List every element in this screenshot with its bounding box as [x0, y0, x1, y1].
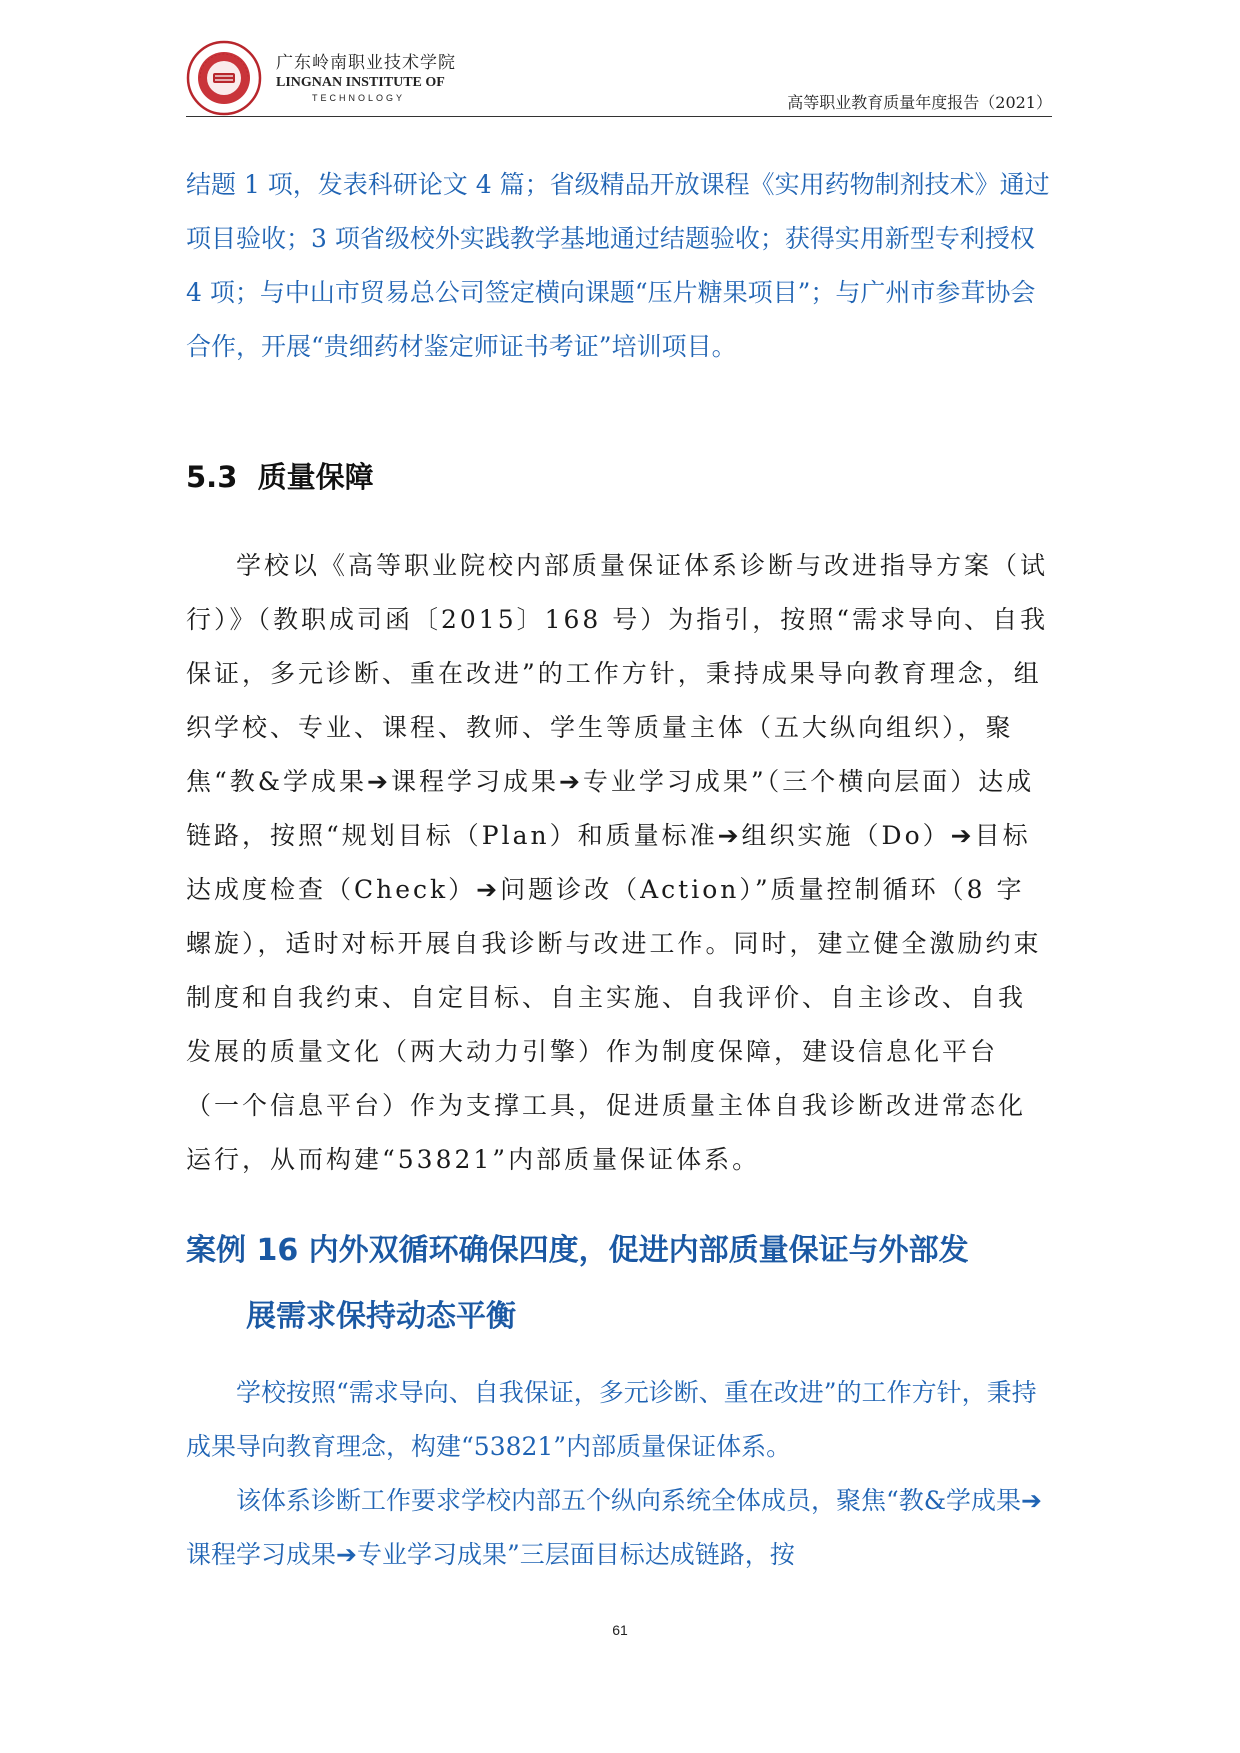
institution-name-en: LINGNAN INSTITUTE OF: [276, 75, 445, 90]
section-heading: [186, 455, 374, 496]
page-header: [186, 40, 1052, 117]
institution-name-en-sub: TECHNOLOGY: [312, 93, 406, 103]
page-number: 61: [612, 1622, 628, 1638]
case-paragraph-1: 学校按照“需求导向、自我保证，多元诊断、重在改进”的工作方针，秉持成果导向教育理念，构建“53821”内部质量保证体系。: [186, 1378, 1037, 1461]
school-seal-logo: [186, 40, 262, 116]
quality-assurance-paragraph: 学校以《高等职业院校内部质量保证体系诊断与改进指导方案（试行）》（教职成司函〔2015〕168 号）为指引，按照“需求导向、自我保证，多元诊断、重在改进”的工作方针，秉持成果导向教育理念，组织学校、专业、课程、教师、学生等质量主体（五大纵向组织），聚焦“教&学成果➔课程学习成果➔专业学习成果”（三个横向层面）达成链路，按照“规划目标（Plan）和质量标准➔组织实施（Do）➔目标达成度检查（Check）➔问题诊改（Action）”质量控制循环（8 字螺旋），适时对标开展自我诊断与改进工作。同时，建立健全激励约束制度和自我约束、自定目标、自主实施、自我评价、自主诊改、自我发展的质量文化（两大动力引擎）作为制度保障，建设信息化平台（一个信息平台）作为支撑工具，促进质量主体自我诊断改进常态化运行，从而构建“53821”内部质量保证体系。: [186, 551, 1049, 1174]
continued-paragraph: 结题 1 项，发表科研论文 4 篇；省级精品开放课程《实用药物制剂技术》通过项目验收；3 项省级校外实践教学基地通过结题验收；获得实用新型专利授权 4 项；与中山市贸易总公司签定横向课题“压片糖果项目”；与广州市参茸协会合作，开展“贵细药材鉴定师证书考证”培训项目。: [186, 170, 1050, 361]
section-title: 质量保障: [257, 460, 374, 494]
case-title-line2: 展需求保持动态平衡: [246, 1299, 516, 1334]
case-heading: [186, 1218, 1052, 1350]
institution-brand: [276, 48, 456, 103]
institution-name-cn: 广东岭南职业技术学院: [276, 53, 456, 72]
section-number: 5.3: [186, 460, 238, 494]
report-title: 高等职业教育质量年度报告（2021）: [787, 93, 1052, 112]
case-title-line1: 案例 16 内外双循环确保四度，促进内部质量保证与外部发: [186, 1233, 969, 1268]
case-paragraph-2: 该体系诊断工作要求学校内部五个纵向系统全体成员，聚焦“教&学成果➔课程学习成果➔专业学习成果”三层面目标达成链路，按: [186, 1486, 1042, 1569]
